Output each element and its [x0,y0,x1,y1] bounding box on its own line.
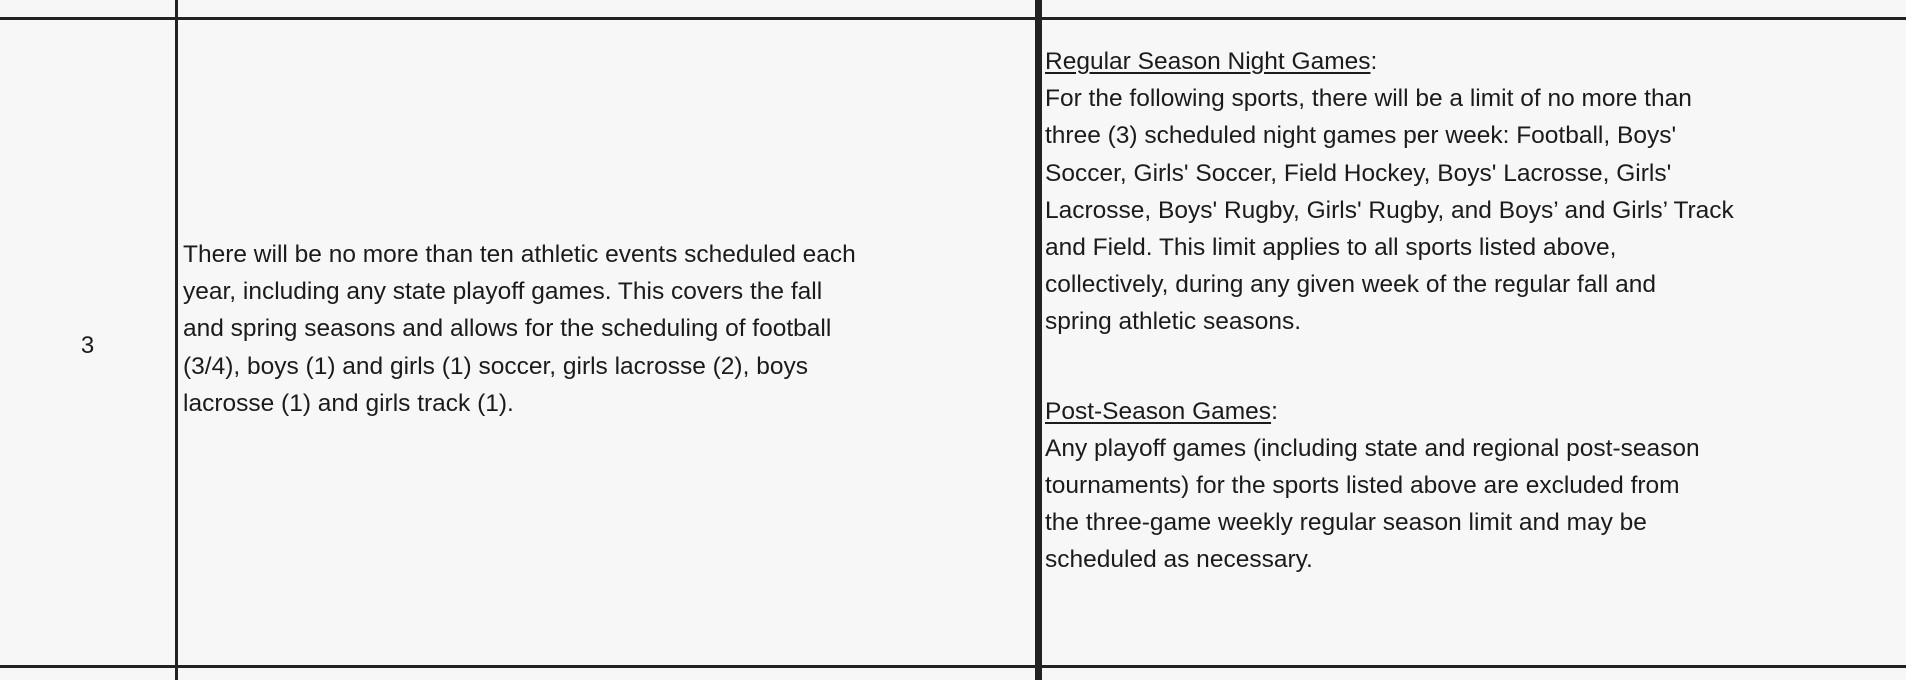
regular-season-heading [1045,43,1895,80]
rules-cell [1045,43,1895,579]
table-top-border [0,17,1906,20]
column-divider-1 [175,0,178,680]
post-season-heading [1045,393,1895,430]
table-bottom-border [0,665,1906,668]
post-season-heading-text: Post-Season Games [1045,397,1272,425]
regular-season-heading-colon: : [1370,48,1378,75]
regular-season-body: For the following sports, there will be a limit of no more than three (3) scheduled night games per week: Football, Boys' Soccer, Girls' Soccer, Field Hockey, Boys' Lacrosse, Girls' Lacrosse, Boys' Rugby, Girls' Rugby, and Boys’ and Girls’ Track and Field. This limit applies to all sports listed above, collectively, during any given week of the regular fall and spring athletic seasons. [1045,85,1734,336]
row-number: 3 [80,331,95,359]
description-text: There will be no more than ten athletic events scheduled each year, including any state playoff games. This covers the fall and spring seasons and allows for the scheduling of football (3/4), boys (1) and girls (1) soccer, girls lacrosse (2), boys lacrosse (1) and girls track (1). [183,241,856,417]
regular-season-heading-text: Regular Season Night Games [1045,48,1371,75]
row-number-cell [0,20,175,665]
post-season-body: Any playoff games (including state and regional post-season tournaments) for the sports listed above are excluded from the three-game weekly regular season limit and may be scheduled as necessary. [1045,434,1700,574]
description-cell [183,236,1033,422]
post-season-heading-colon: : [1271,397,1278,425]
column-divider-2 [1035,0,1042,680]
section-spacer [1045,341,1895,393]
